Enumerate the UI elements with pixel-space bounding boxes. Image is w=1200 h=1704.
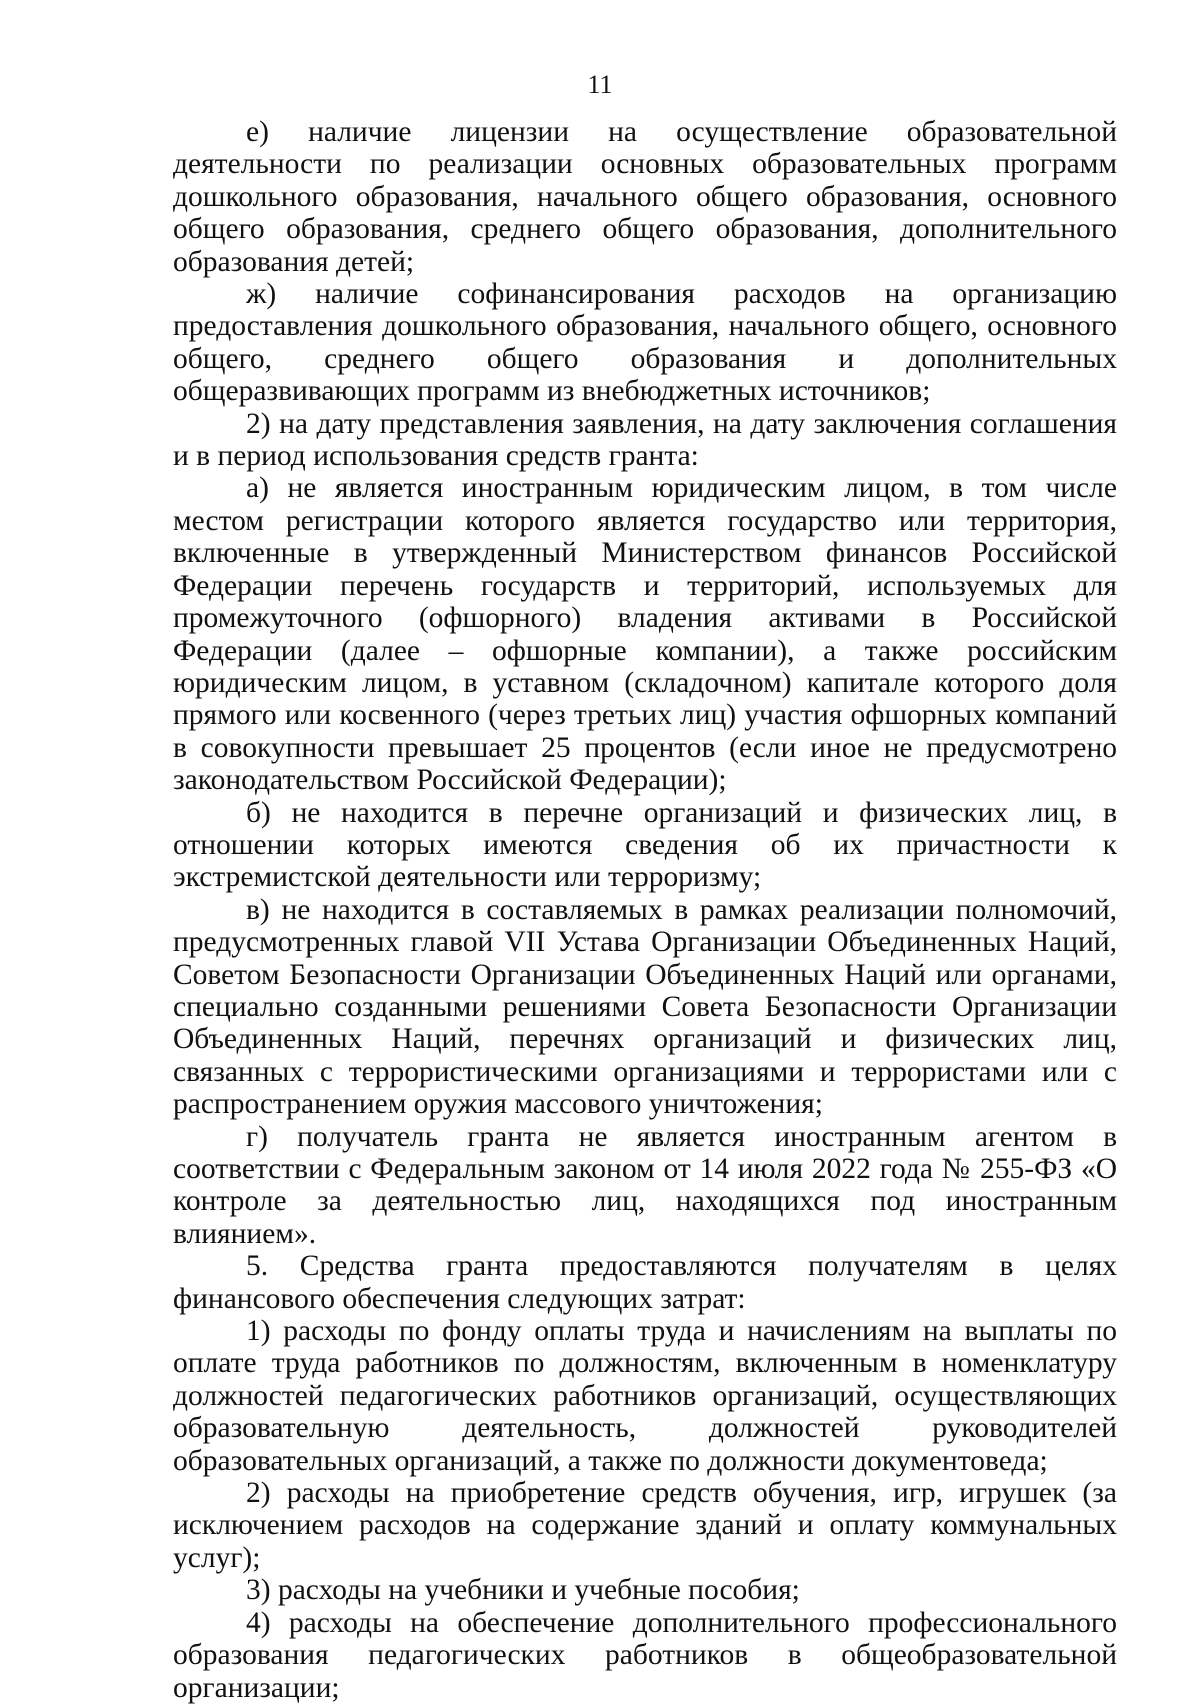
paragraph-e-license: е) наличие лицензии на осуществление образовательной деятельности по реализации основных образовательных программ дошкольного образования, начального общего образования, основного общего образования, среднего общего образования, дополнительного образования детей; [173, 116, 1117, 278]
paragraph-2-application-date: 2) на дату представления заявления, на дату заключения соглашения и в период использования средств гранта: [173, 407, 1117, 473]
paragraph-4-professional-education-expenses: 4) расходы на обеспечение дополнительного профессионального образования педагогических работников в общеобразовательной организации; [173, 1606, 1117, 1704]
paragraph-5-grant-purposes: 5. Средства гранта предоставляются получателям в целях финансового обеспечения следующих затрат: [173, 1250, 1117, 1315]
page-number: 11 [587, 70, 613, 99]
paragraph-1-payroll-expenses: 1) расходы по фонду оплаты труда и начислениям на выплаты по оплате труда работников по должностям, включенным в номенклатуру должностей педагогических работников организаций, осуществляющих образовательную деятельность, должностей руководителей образовательных организаций, а также по должности документоведа; [173, 1315, 1117, 1477]
paragraph-zh-cofinancing: ж) наличие софинансирования расходов на организацию предоставления дошкольного образования, начального общего, основного общего, среднего общего образования и дополнительных общеразвивающих программ из внебюджетных источников; [173, 278, 1117, 408]
paragraph-b-not-extremist-list: б) не находится в перечне организаций и физических лиц, в отношении которых имеются сведения об их причастности к экстремистской деятельности или терроризму; [173, 796, 1117, 894]
paragraph-v-not-un-list: в) не находится в составляемых в рамках реализации полномочий, предусмотренных главой VII Устава Организации Объединенных Наций, Советом Безопасности Организации Объединенных Наций или органами, специально созданными решениями Совета Безопасности Организации Объединенных Наций, перечнях организаций и физических лиц, связанных с террористическими организациями и террористами или с распространением оружия массового уничтожения; [173, 893, 1117, 1121]
paragraph-g-not-foreign-agent: г) получатель гранта не является иностранным агентом в соответствии с Федеральным законом от 14 июля 2022 года № 255-ФЗ «О контроле за деятельностью лиц, находящихся под иностранным влиянием». [173, 1120, 1117, 1250]
paragraph-3-textbooks-expenses: 3) расходы на учебники и учебные пособия; [246, 1574, 800, 1607]
paragraph-2-learning-tools-expenses: 2) расходы на приобретение средств обучения, игр, игрушек (за исключением расходов на содержание зданий и оплату коммунальных услуг); [173, 1477, 1117, 1574]
document-body [173, 116, 1117, 1704]
paragraph-a-not-foreign-entity: а) не является иностранным юридическим лицом, в том числе местом регистрации которого является государство или территория, включенные в утвержденный Министерством финансов Российской Федерации перечень государств и территорий, используемых для промежуточного (офшорного) владения активами в Российской Федерации (далее – офшорные компании), а также российским юридическим лицом, в уставном (складочном) капитале которого доля прямого или косвенного (через третьих лиц) участия офшорных компаний в совокупности превышает 25 процентов (если иное не предусмотрено законодательством Российской Федерации); [173, 472, 1117, 797]
